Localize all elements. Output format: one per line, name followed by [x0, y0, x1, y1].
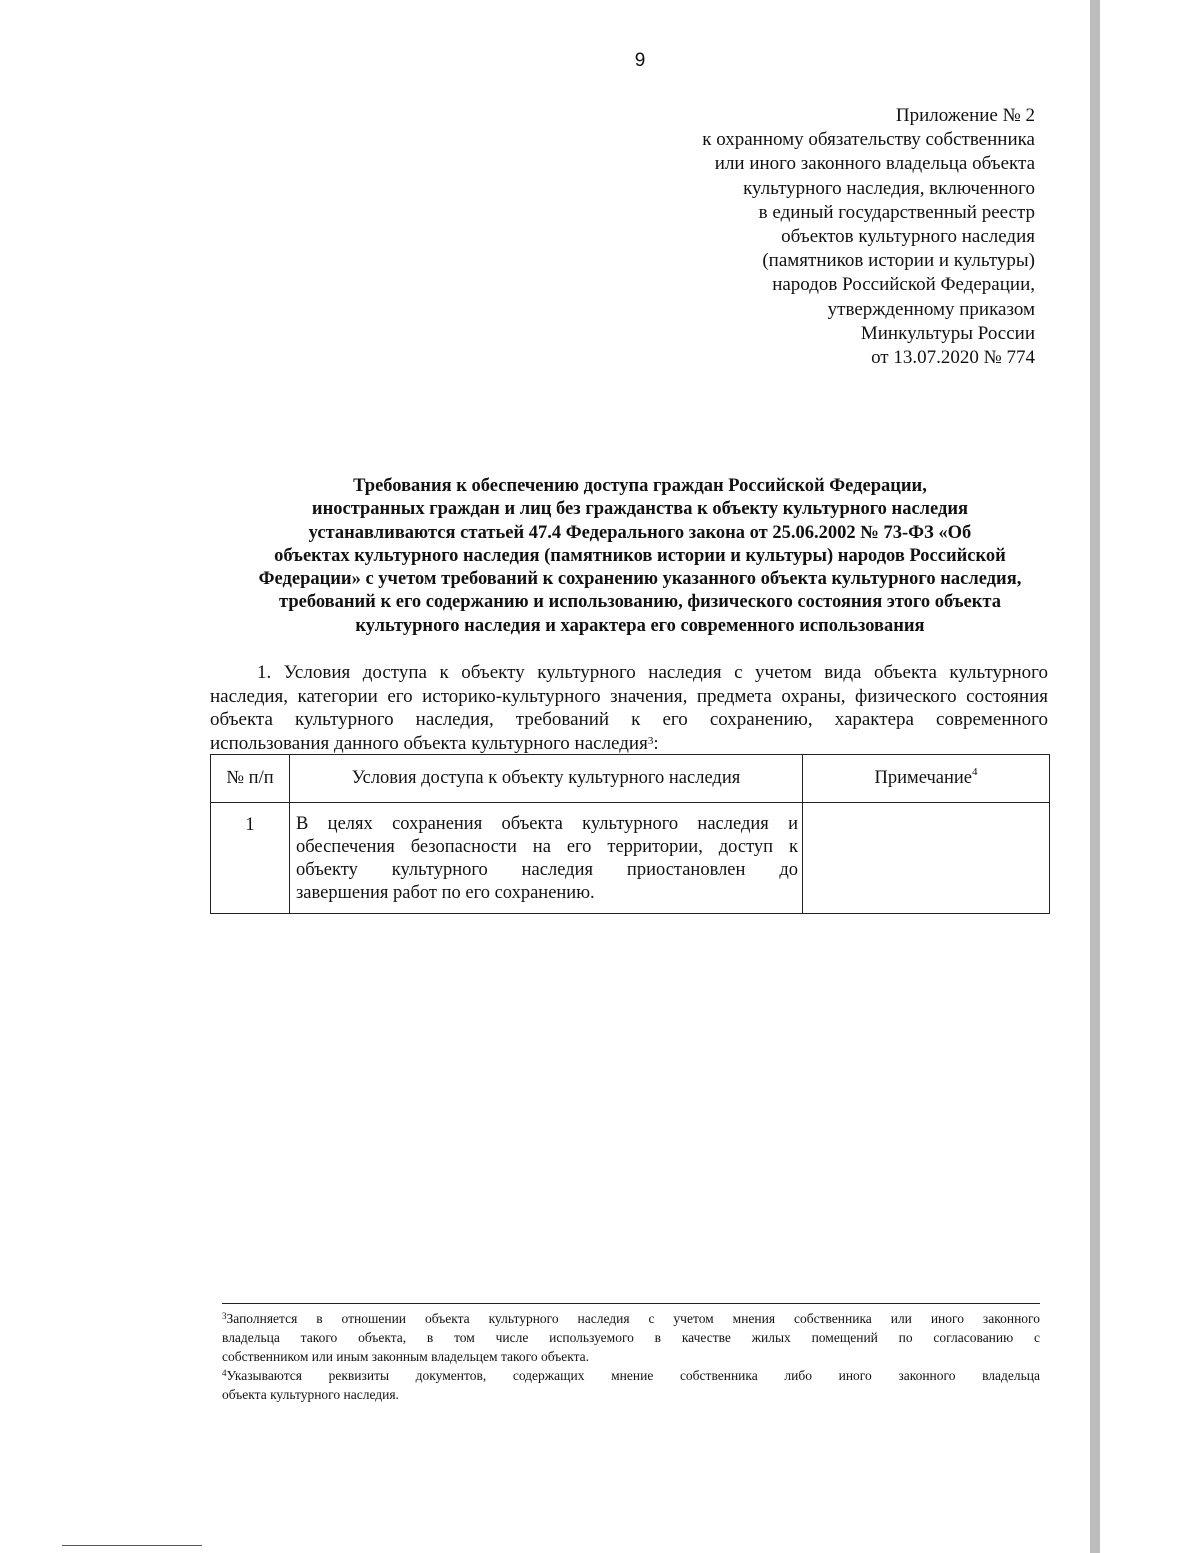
intro-line: 1. Условия доступа к объекту культурного наследия с учетом вида объекта культурного	[257, 662, 1048, 683]
title-line: Федерации» с учетом требований к сохранению указанного объекта культурного наследия,	[258, 569, 1022, 590]
row-num: 1	[211, 803, 290, 914]
appendix-line: Минкультуры России	[860, 322, 1035, 344]
footnote-4-line	[222, 1366, 1040, 1385]
title-line: иностранных граждан и лиц без гражданства к объекту культурного наследия	[311, 499, 969, 520]
condition-line: объекту культурного наследия приостановлен до	[296, 860, 798, 880]
appendix-line: объектов культурного наследия	[781, 226, 1035, 248]
footnote-4-mark: 4	[222, 1368, 227, 1378]
intro-line-last	[210, 732, 1048, 756]
condition-line: обеспечения безопасности на его территории, доступ к	[296, 837, 798, 857]
footnote-3-line: владельца такого объекта, в том числе используемого в качестве жилых помещений по согласованию с	[222, 1330, 1040, 1345]
row-condition	[290, 803, 803, 914]
intro-line: объекта культурного наследия, требований к его сохранению, характера современного	[210, 709, 1048, 730]
title-line: устанавливаются статьей 47.4 Федерального закона от 25.06.2002 № 73-ФЗ «Об	[308, 522, 972, 543]
footnote-4-text: Указываются реквизиты документов, содержащих мнение собственника либо иного законного владельца	[226, 1368, 1040, 1383]
title-line: требований к его содержанию и использованию, физического состояния этого объекта	[279, 592, 1001, 613]
row-note	[803, 803, 1050, 914]
condition-line: завершения работ по его сохранению.	[296, 883, 595, 903]
header-note-label: Примечание	[874, 768, 972, 788]
footnote-4-line: объекта культурного наследия.	[222, 1387, 399, 1402]
title-line: объектах культурного наследия (памятников истории и культуры) народов Российской	[274, 545, 1006, 566]
footnote-3-mark: 3	[222, 1311, 227, 1321]
intro-line: наследия, категории его историко-культурного значения, предмета охраны, физического состояния	[210, 685, 1048, 707]
footnotes	[222, 1309, 1040, 1404]
appendix-line: в единый государственный реестр	[758, 201, 1035, 223]
appendix-line: культурного наследия, включенного	[743, 177, 1035, 199]
footnote-3-line	[222, 1309, 1040, 1328]
table-row	[211, 803, 1050, 914]
page-number: 9	[634, 50, 646, 71]
header-conditions: Условия доступа к объекту культурного наследия	[290, 755, 803, 803]
footnote-3-text: Заполняется в отношении объекта культурного наследия с учетом мнения собственника или иного законного	[226, 1311, 1040, 1326]
appendix-header	[515, 104, 1035, 370]
scan-margin	[1100, 0, 1200, 1553]
title-line: Требования к обеспечению доступа граждан Российской Федерации,	[353, 476, 927, 496]
appendix-line: Приложение № 2	[895, 105, 1035, 126]
scan-edge-shadow	[1090, 0, 1100, 1553]
intro-paragraph	[210, 661, 1048, 755]
header-note	[803, 755, 1050, 803]
appendix-line: от 13.07.2020 № 774	[871, 347, 1035, 369]
appendix-line: утвержденному приказом	[827, 298, 1035, 320]
document-title	[205, 475, 1075, 638]
appendix-line: народов Российской Федерации,	[772, 274, 1035, 296]
table-header-row	[211, 755, 1050, 803]
intro-line-text: использования данного объекта культурного наследия	[210, 732, 648, 754]
scan-bottom-mark	[62, 1545, 202, 1546]
access-conditions-table	[210, 754, 1050, 914]
condition-line: В целях сохранения объекта культурного наследия и	[296, 814, 798, 834]
appendix-line: (памятников истории и культуры)	[762, 250, 1035, 272]
appendix-line: или иного законного владельца объекта	[714, 153, 1035, 175]
appendix-line: к охранному обязательству собственника	[702, 129, 1035, 151]
title-line: культурного наследия и характера его современного использования	[355, 615, 925, 636]
intro-tail: :	[653, 732, 659, 754]
header-num: № п/п	[211, 755, 290, 803]
footnote-ref-3: 3	[647, 734, 654, 747]
footnote-3-line: собственником или иным законным владельцем такого объекта.	[222, 1349, 590, 1364]
footnote-separator	[222, 1303, 1040, 1304]
footnote-ref-4: 4	[972, 766, 978, 778]
